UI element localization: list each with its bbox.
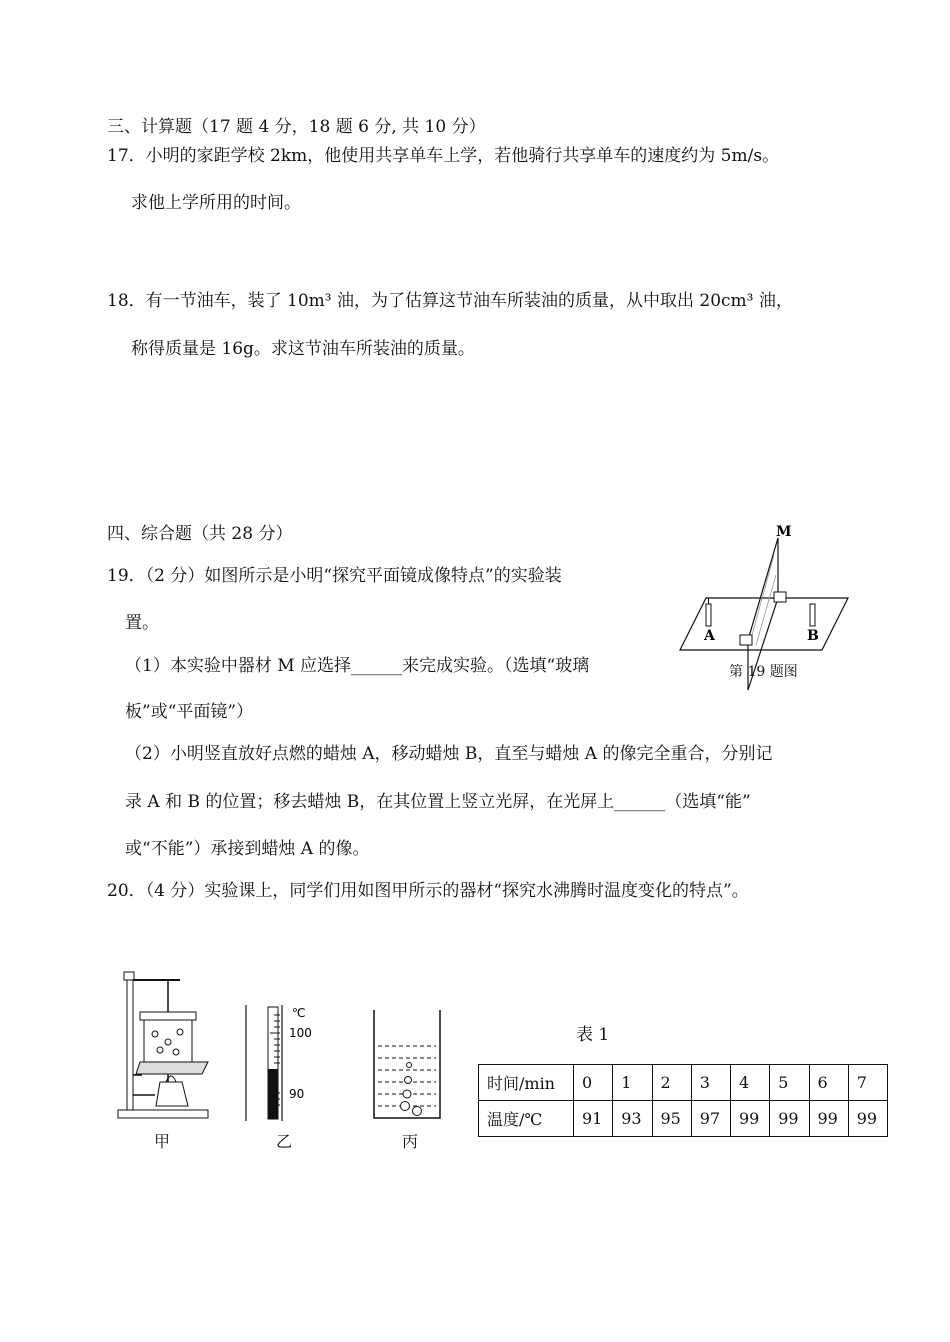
q19-part1-line1: （1）本实验中器材 M 应选择______来完成实验。（选填“玻璃 xyxy=(125,656,590,676)
table1-row-time xyxy=(479,1065,888,1101)
fig20-thermo-100: 100 xyxy=(289,1026,312,1040)
q19-text-line2: 置。 xyxy=(125,613,159,633)
table1-time-cell: 1 xyxy=(613,1065,652,1101)
fig19-label-m: M xyxy=(776,524,792,540)
fig19-candle-b xyxy=(810,604,815,626)
table1-temp-cell: 99 xyxy=(848,1101,887,1137)
table1-time-cell: 3 xyxy=(691,1065,730,1101)
q19-part1-line2: 板”或“平面镜”） xyxy=(125,702,254,722)
table1 xyxy=(478,1064,888,1137)
table1-temp-cell: 99 xyxy=(770,1101,809,1137)
fig20-label-yi: 乙 xyxy=(276,1132,293,1151)
table1-time-cell: 2 xyxy=(652,1065,691,1101)
section3-heading: 三、计算题（17 题 4 分，18 题 6 分, 共 10 分） xyxy=(107,117,486,137)
fig19-candle-a xyxy=(706,604,711,626)
section4-heading: 四、综合题（共 28 分） xyxy=(107,524,293,544)
q17-text-line2: 求他上学所用的时间。 xyxy=(131,193,301,213)
fig19-stand-bottom xyxy=(740,635,752,645)
fig20-beaker xyxy=(372,1010,444,1120)
fig19-stand-top xyxy=(774,592,786,602)
fig20-apparatus xyxy=(110,970,220,1130)
table1-title: 表 1 xyxy=(576,1025,610,1045)
q17-text-line1: 17．小明的家距学校 2km，他使用共享单车上学，若他骑行共享单车的速度约为 5m/s。 xyxy=(107,146,780,166)
table1-temp-cell: 93 xyxy=(613,1101,652,1137)
table1-temp-cell: 99 xyxy=(731,1101,770,1137)
fig20-thermometer-liquid xyxy=(268,1069,278,1119)
q19-text-line1: 19．（2 分）如图所示是小明“探究平面镜成像特点”的实验装 xyxy=(107,566,562,586)
fig19-label-b: B xyxy=(807,628,819,644)
table1-temp-cell: 99 xyxy=(809,1101,848,1137)
table1-header-temp: 温度/℃ xyxy=(479,1101,574,1137)
table1-time-cell: 7 xyxy=(848,1065,887,1101)
table1-row-temp xyxy=(479,1101,888,1137)
q18-text-line2: 称得质量是 16g。求这节油车所装油的质量。 xyxy=(131,339,475,359)
fig20-thermo-90: 90 xyxy=(289,1087,305,1101)
fig20-thermometer xyxy=(244,1005,324,1123)
q20-text-line1: 20．（4 分）实验课上，同学们用如图甲所示的器材“探究水沸腾时温度变化的特点”。 xyxy=(107,881,749,901)
table1-time-cell: 4 xyxy=(731,1065,770,1101)
fig20-label-bing: 丙 xyxy=(402,1132,419,1151)
q19-part2-line1: （2）小明竖直放好点燃的蜡烛 A，移动蜡烛 B，直至与蜡烛 A 的像完全重合，分别记 xyxy=(125,744,773,764)
q19-part2-line3: 或“不能”）承接到蜡烛 A 的像。 xyxy=(125,839,370,859)
table1-temp-cell: 97 xyxy=(691,1101,730,1137)
q18-text-line1: 18．有一节油车，装了 10m³ 油，为了估算这节油车所装油的质量，从中取出 20cm³ 油， xyxy=(107,291,793,311)
table1-time-cell: 5 xyxy=(770,1065,809,1101)
table1-header-time: 时间/min xyxy=(479,1065,574,1101)
fig20-label-jia: 甲 xyxy=(154,1132,171,1151)
fig20-thermo-unit: ℃ xyxy=(292,1006,306,1020)
q19-part2-line2: 录 A 和 B 的位置；移去蜡烛 B，在其位置上竖立光屏，在光屏上______（选填“能” xyxy=(125,792,751,812)
table1-temp-cell: 91 xyxy=(574,1101,613,1137)
table1-time-cell: 6 xyxy=(809,1065,848,1101)
fig19-label-a: A xyxy=(704,628,715,644)
fig19-caption: 第 19 题图 xyxy=(729,664,798,680)
table1-time-cell: 0 xyxy=(574,1065,613,1101)
table1-temp-cell: 95 xyxy=(652,1101,691,1137)
